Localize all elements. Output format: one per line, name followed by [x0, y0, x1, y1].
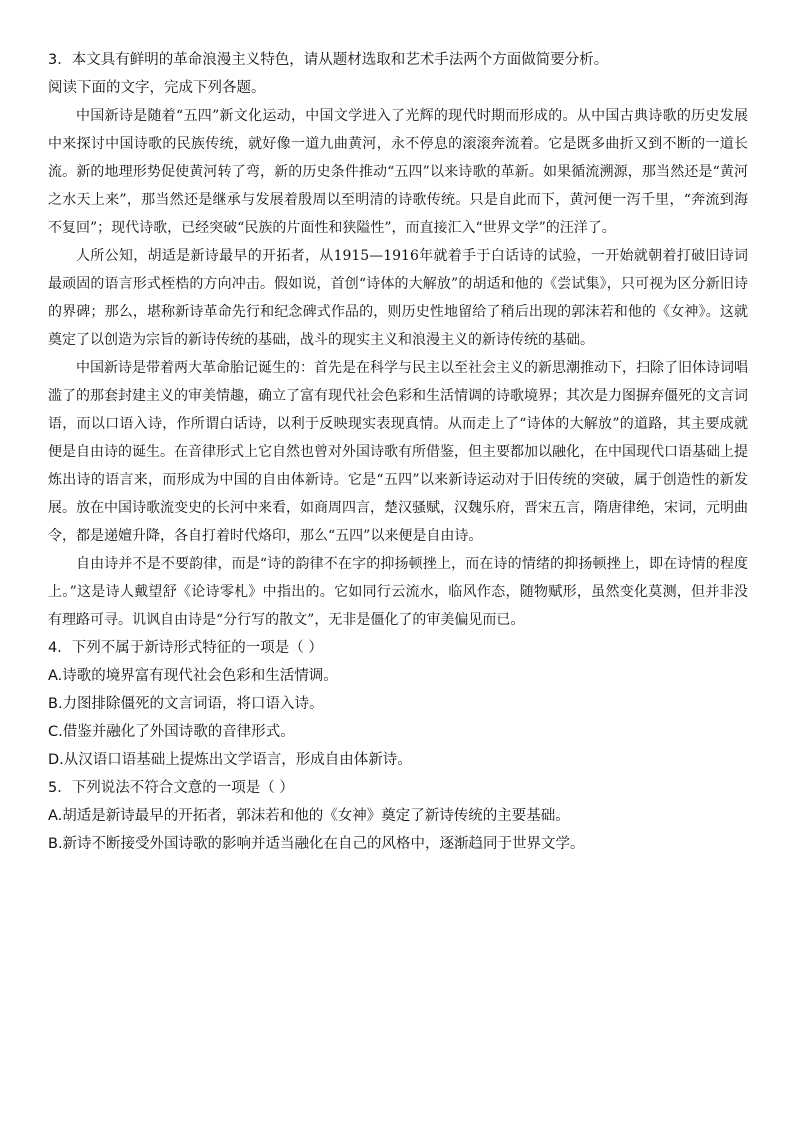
- passage-paragraph-3: 中国新诗是带着两大革命胎记诞生的：首先是在科学与民主以至社会主义的新思潮推动下，扫除了旧体诗词唱滥了的那套封建主义的审美情趣，确立了富有现代社会色彩和生活情调的诗歌境界；其次是力图摒弃僵死的文言词语，而以口语入诗，作所谓白话诗，以利于反映现实表现真情。从而走上了“诗体的大解放”的道路，其主要成就便是自由诗的诞生。在音律形式上它自然也曾对外国诗歌有所借鉴，但主要都加以融化，在中国现代口语基础上提炼出诗的语言来，而形成为中国的自由体新诗。它是“五四”以来新诗运动对于旧传统的突破，属于创造性的新发展。放在中国诗歌流变史的长河中来看，如商周四言，楚汉骚赋，汉魏乐府，晋宋五言，隋唐律绝，宋词，元明曲令，都是递嬗升降，各自打着时代烙印，那么“五四”以来便是自由诗。: [48, 360, 748, 544]
- question-4-option-a: A.诗歌的境界富有现代社会色彩和生活情调。: [48, 668, 338, 684]
- reading-instruction: 阅读下面的文字，完成下列各题。: [48, 80, 266, 96]
- question-3: 3．本文具有鲜明的革命浪漫主义特色，请从题材选取和艺术手法两个方面做简要分析。: [48, 52, 609, 68]
- document-page: [48, 46, 748, 858]
- passage-paragraph-2: 人所公知，胡适是新诗最早的开拓者，从1915—1916年就着手于白话诗的试验，一开始就朝着打破旧诗词最顽固的语言形式桎梏的方向冲击。假如说，首创“诗体的大解放”的胡适和他的《尝试集》，只可视为区分新旧诗的界碑；那么，堪称新诗革命先行和纪念碑式作品的，则历史性地留给了稍后出现的郭沫若和他的《女神》。这就奠定了以创造为宗旨的新诗传统的基础，战斗的现实主义和浪漫主义的新诗传统的基础。: [48, 248, 748, 348]
- question-4-option-b: B.力图排除僵死的文言词语，将口语入诗。: [48, 696, 324, 712]
- question-4-stem: 4．下列不属于新诗形式特征的一项是（ ）: [48, 640, 323, 656]
- question-4-option-d: D.从汉语口语基础上提炼出文学语言，形成自由体新诗。: [48, 752, 412, 768]
- passage-paragraph-1: 中国新诗是随着“五四”新文化运动，中国文学进入了光辉的现代时期而形成的。从中国古典诗歌的历史发展中来探讨中国诗歌的民族传统，就好像一道九曲黄河，永不停息的滚滚奔流着。它是既多曲折又到不断的一道长流。新的地理形势促使黄河转了弯，新的历史条件推动“五四”以来诗歌的革新。如果循流溯源，那当然还是“黄河之水天上来”，那当然还是继承与发展着殷周以至明清的诗歌传统。只是自此而下，黄河便一泻千里，“奔流到海不复回”；现代诗歌，已经突破“民族的片面性和狭隘性”，而直接汇入“世界文学”的汪洋了。: [48, 108, 748, 236]
- passage-paragraph-4: 自由诗并不是不要韵律，而是“诗的韵律不在字的抑扬顿挫上，而在诗的情绪的抑扬顿挫上，即在诗情的程度上。”这是诗人戴望舒《论诗零札》中指出的。它如同行云流水，临风作态，随物赋形，虽然变化莫测，但并非没有理路可寻。讥讽自由诗是“分行写的散文”，无非是僵化了的审美偏见而已。: [48, 556, 748, 628]
- question-4-option-c: C.借鉴并融化了外国诗歌的音律形式。: [48, 724, 295, 740]
- question-5-stem: 5．下列说法不符合文意的一项是（ ）: [48, 780, 294, 796]
- question-5-option-a: A.胡适是新诗最早的开拓者，郭沫若和他的《女神》奠定了新诗传统的主要基础。: [48, 808, 570, 824]
- question-5-option-b: B.新诗不断接受外国诗歌的影响并适当融化在自己的风格中，逐渐趋同于世界文学。: [48, 836, 585, 852]
